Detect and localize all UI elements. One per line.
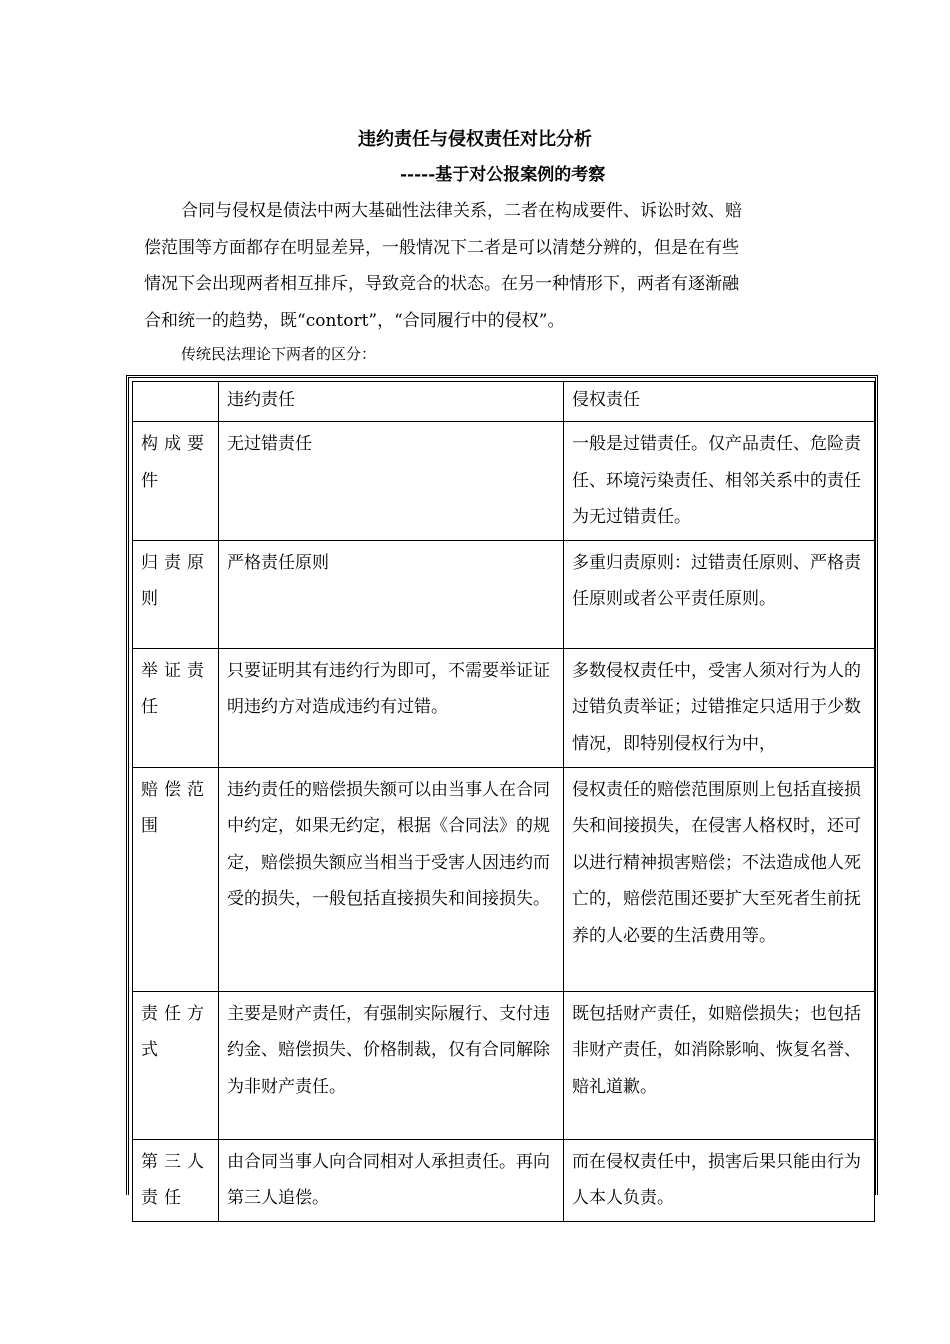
contract-cell: 严格责任原则 bbox=[219, 540, 564, 648]
contract-cell: 无过错责任 bbox=[219, 422, 564, 541]
tort-cell: 多数侵权责任中，受害人须对行为人的过错负责举证；过错推定只适用于少数情况，即特别侵权行为中， bbox=[564, 648, 875, 767]
aspect-cell: 责任方式 bbox=[133, 991, 219, 1139]
contract-cell: 只要证明其有违约行为即可，不需要举证证明违约方对造成违约有过错。 bbox=[219, 648, 564, 767]
table-row bbox=[133, 422, 875, 541]
contract-cell: 违约责任的赔偿损失额可以由当事人在合同中约定，如果无约定，根据《合同法》的规定，赔偿损失额应当相当于受害人因违约而受的损失，一般包括直接损失和间接损失。 bbox=[219, 767, 564, 991]
aspect-cell: 构成要件 bbox=[133, 422, 219, 541]
comparison-table bbox=[132, 381, 875, 1222]
header-cell-empty bbox=[133, 382, 219, 422]
intro-paragraph bbox=[144, 193, 812, 339]
tort-cell: 一般是过错责任。仅产品责任、危险责任、环境污染责任、相邻关系中的责任为无过错责任。 bbox=[564, 422, 875, 541]
tort-cell: 而在侵权责任中，损害后果只能由行为人本人负责。 bbox=[564, 1139, 875, 1221]
header-cell-tort: 侵权责任 bbox=[564, 382, 875, 422]
intro-line: 合和统一的趋势，既“contort”，“合同履行中的侵权”。 bbox=[144, 310, 565, 331]
contract-cell: 由合同当事人向合同相对人承担责任。再向第三人追偿。 bbox=[219, 1139, 564, 1221]
table-caption: 传统民法理论下两者的区分： bbox=[181, 345, 377, 363]
table-row bbox=[133, 991, 875, 1139]
intro-line: 情况下会出现两者相互排斥，导致竞合的状态。在另一种情形下，两者有逐渐融 bbox=[144, 274, 739, 295]
header-cell-contract: 违约责任 bbox=[219, 382, 564, 422]
aspect-cell: 赔偿范围 bbox=[133, 767, 219, 991]
tort-cell: 侵权责任的赔偿范围原则上包括直接损失和间接损失，在侵害人格权时，还可以进行精神损害赔偿；不法造成他人死亡的，赔偿范围还要扩大至死者生前抚养的人必要的生活费用等。 bbox=[564, 767, 875, 991]
document-title: 违约责任与侵权责任对比分析 bbox=[358, 129, 592, 150]
intro-line: 合同与侵权是债法中两大基础性法律关系，二者在构成要件、诉讼时效、赔 bbox=[181, 201, 742, 221]
contract-cell: 主要是财产责任，有强制实际履行、支付违约金、赔偿损失、价格制裁，仅有合同解除为非财产责任。 bbox=[219, 991, 564, 1139]
table-row bbox=[133, 648, 875, 767]
aspect-cell: 归责原则 bbox=[133, 540, 219, 648]
tort-cell: 既包括财产责任，如赔偿损失；也包括非财产责任，如消除影响、恢复名誉、赔礼道歉。 bbox=[564, 991, 875, 1139]
aspect-cell: 第三人责任 bbox=[133, 1139, 219, 1221]
table-row bbox=[133, 540, 875, 648]
table-header-row bbox=[133, 382, 875, 422]
comparison-table-frame bbox=[126, 375, 878, 1209]
tort-cell: 多重归责原则：过错责任原则、严格责任原则或者公平责任原则。 bbox=[564, 540, 875, 648]
table-row bbox=[133, 767, 875, 991]
document-subtitle: -----基于对公报案例的考察 bbox=[400, 165, 606, 185]
intro-line: 偿范围等方面都存在明显差异，一般情况下二者是可以清楚分辨的，但是在有些 bbox=[144, 237, 739, 258]
aspect-cell: 举证责任 bbox=[133, 648, 219, 767]
table-row bbox=[133, 1139, 875, 1221]
